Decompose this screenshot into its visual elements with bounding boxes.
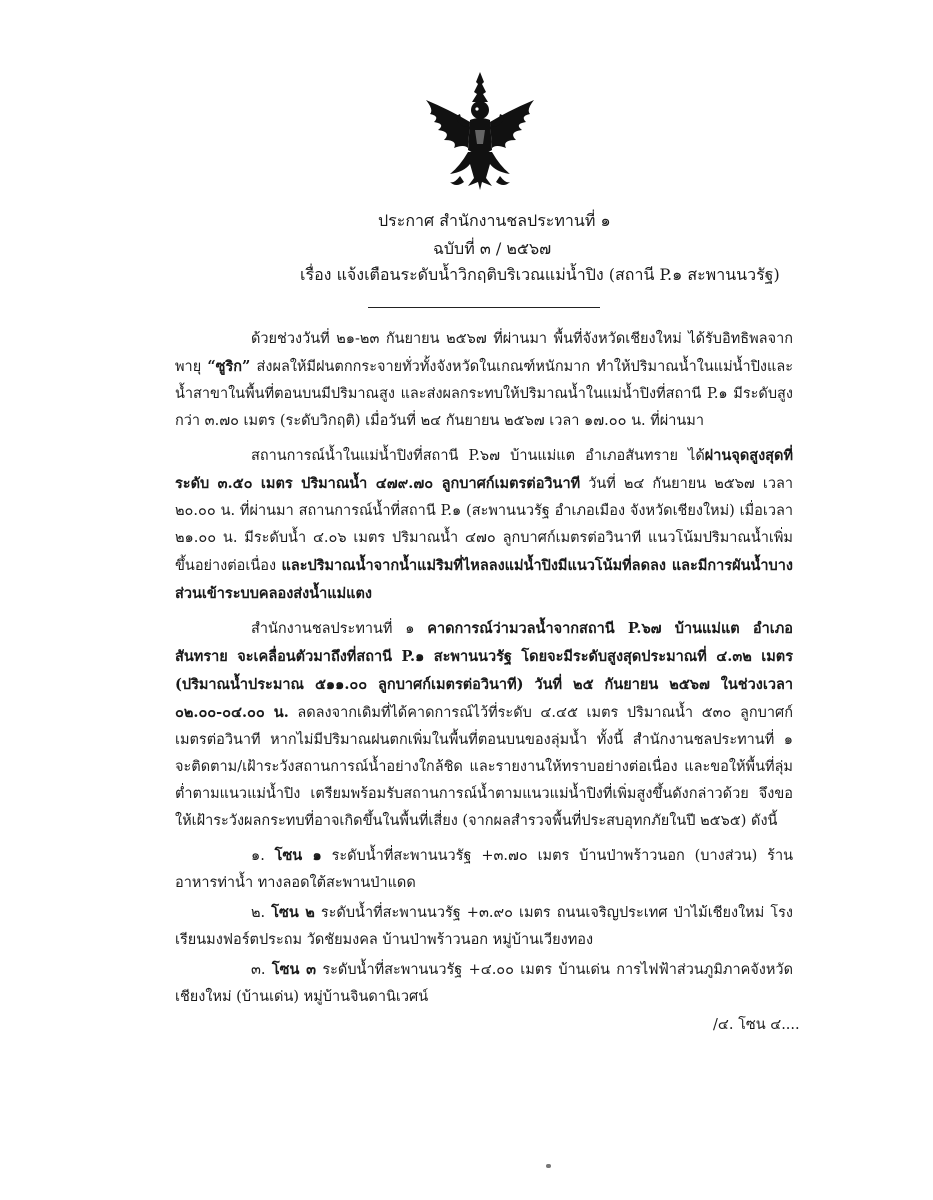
zone-number: ๓. (251, 962, 272, 978)
announcement-body (175, 326, 793, 1013)
zone-label: โซน ๑ (274, 847, 322, 864)
zone-item-2 (175, 899, 793, 954)
zone-number: ๑. (251, 848, 275, 864)
paragraph-text: ด้วยช่วงวันที่ ๒๑-๒๓ กันยายน ๒๕๖๗ ที่ผ่านมา พื้นที่จังหวัดเชียงใหม่ ได้รับอิทธิพลจากพายุ (175, 331, 793, 375)
zone-number: ๒. (251, 905, 272, 921)
next-page-marker: /๔. โซน ๔.... (713, 1017, 800, 1033)
peak-level-text: ผ่านจุดสูงสุดที่ระดับ ๓.๕๐ เมตร ปริมาณน้ำ ๔๗๙.๗๐ ลูกบาศก์เมตรต่อวินาที (175, 447, 793, 492)
garuda-emblem-icon (420, 70, 540, 195)
zone-item-1 (175, 842, 793, 897)
paragraph-p67-situation (175, 442, 793, 608)
announcement-subject: เรื่อง แจ้งเตือนระดับน้ำวิกฤติบริเวณแม่น้ำปิง (สถานี P.๑ สะพานนวรัฐ) (300, 265, 780, 284)
header-divider (368, 307, 600, 308)
paragraph-text: สถานการณ์น้ำในแม่น้ำปิงที่สถานี P.๖๗ บ้านแม่แต อำเภอสันทราย ได้ (251, 448, 705, 464)
zone-text: ระดับน้ำที่สะพานนวรัฐ +๓.๗๐ เมตร บ้านป่าพร้าวนอก (บางส่วน) ร้านอาหารท่าน้ำ ทางลอดใต้สะพานป่าแดด (175, 848, 793, 891)
paragraph-text: ส่งผลให้มีฝนตกกระจายทั่วทั้งจังหวัดในเกณฑ์หนักมาก ทำให้ปริมาณน้ำในแม่น้ำปิงและน้ำสาขาในพื้นที่ตอนบนมีปริมาณสูง และส่งผลกระทบให้ปริมาณน้ำในแม่น้ำปิงที่สถานี P.๑ มีระดับสูงกว่า ๓.๗๐ เมตร (ระดับวิกฤติ) เมื่อวันที่ ๒๔ กันยายน ๒๕๖๗ เวลา ๑๗.๐๐ น. ที่ผ่านมา (175, 359, 793, 429)
mae-rim-trend-text: และปริมาณน้ำจากน้ำแม่ริมที่ไหลลงแม่น้ำปิงมีแนวโน้มที่ลดลง และมีการผันน้ำบางส่วนเข้าระบบคลองส่งน้ำแม่แตง (175, 557, 793, 602)
scan-speck (546, 1164, 551, 1168)
paragraph-text: ลดลงจากเดิมที่ได้คาดการณ์ไว้ที่ระดับ ๔.๔๕ เมตร ปริมาณน้ำ ๕๓๐ ลูกบาศก์เมตรต่อวินาที หากไม่มีปริมาณฝนตกเพิ่มในพื้นที่ตอนบนของลุ่มน้ำ ทั้งนี้ สำนักงานชลประทานที่ ๑ จะติดตาม/เฝ้าระวังสถานการณ์น้ำอย่างใกล้ชิด และรายงานให้ทราบอย่างต่อเนื่อง และขอให้พื้นที่ลุ่มต่ำตามแนวแม่น้ำปิง เตรียมพร้อมรับสถานการณ์น้ำตามแนวแม่น้ำปิงที่เพิ่มสูงขึ้นดังกล่าวด้วย จึงขอให้เฝ้าระวังผลกระทบที่อาจเกิดขึ้นในพื้นที่เสี่ยง (จากผลสำรวจพื้นที่ประสบอุทกภัยในปี ๒๕๖๕) ดังนี้ (175, 705, 793, 829)
announcement-title: ประกาศ สำนักงานชลประทานที่ ๑ (378, 211, 611, 230)
paragraph-text: วันที่ ๒๔ กันยายน ๒๕๖๗ เวลา ๒๐.๐๐ น. ที่ผ่านมา สถานการณ์น้ำที่สถานี P.๑ (สะพานนวรัฐ อำเภอเมือง จังหวัดเชียงใหม่) เมื่อเวลา ๒๑.๐๐ น. มีระดับน้ำ ๔.๐๖ เมตร ปริมาณน้ำ ๔๗๐ ลูกบาศก์เมตรต่อวินาที แนวโน้มปริมาณน้ำเพิ่มขึ้นอย่างต่อเนื่อง (175, 476, 793, 574)
storm-name: “ซูริก” (207, 358, 251, 375)
forecast-text: คาดการณ์ว่ามวลน้ำจากสถานี P.๖๗ บ้านแม่แต อำเภอสันทราย จะเคลื่อนตัวมาถึงที่สถานี P.๑ สะพานนวรัฐ โดยจะมีระดับสูงสุดประมาณที่ ๔.๓๒ เมตร (ปริมาณน้ำประมาณ ๕๑๑.๐๐ ลูกบาศก์เมตรต่อวินาที) วันที่ ๒๕ กันยายน ๒๕๖๗ ในช่วงเวลา ๐๒.๐๐-๐๔.๐๐ น. (175, 620, 793, 721)
paragraph-forecast (175, 615, 793, 835)
announcement-issue-number: ฉบับที่ ๓ / ๒๕๖๗ (433, 239, 552, 258)
zone-text: ระดับน้ำที่สะพานนวรัฐ +๔.๐๐ เมตร บ้านเด่น การไฟฟ้าส่วนภูมิภาคจังหวัดเชียงใหม่ (บ้านเด่น) หมู่บ้านจินดานิเวศน์ (175, 962, 793, 1005)
paragraph-storm-impact (175, 326, 793, 435)
paragraph-text: สำนักงานชลประทานที่ ๑ (251, 621, 428, 637)
zone-label: โซน ๒ (271, 904, 315, 921)
zone-text: ระดับน้ำที่สะพานนวรัฐ +๓.๙๐ เมตร ถนนเจริญประเทศ ป่าไม้เชียงใหม่ โรงเรียนมงฟอร์ตประถม วัดชัยมงคล บ้านป่าพร้าวนอก หมู่บ้านเวียงทอง (175, 905, 793, 948)
zone-label: โซน ๓ (271, 961, 317, 978)
zone-item-3 (175, 956, 793, 1011)
